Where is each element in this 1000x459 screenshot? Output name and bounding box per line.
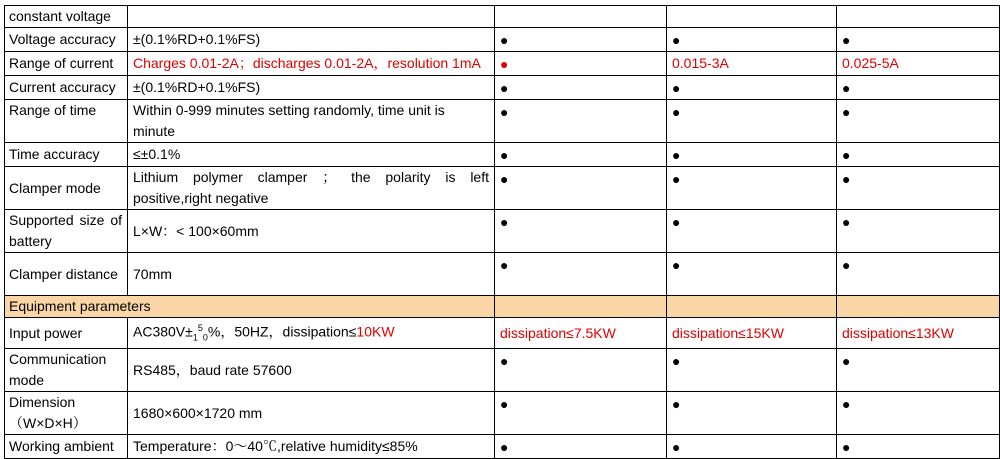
bullet-mark: ● [837, 349, 1000, 392]
table-row [5, 6, 1000, 28]
bullet-mark: ● [667, 28, 837, 52]
model-value: dissipation≤13KW [837, 318, 1000, 349]
table-row [5, 167, 1000, 210]
row-description: ±(0.1%RD+0.1%FS) [128, 76, 495, 100]
table-row [5, 28, 1000, 52]
bullet-mark: ● [495, 28, 667, 52]
row-description: Lithium polymer clamper ； the polarity is left positive,right negative [128, 167, 495, 210]
row-label: Clamper mode [5, 167, 128, 210]
table-row [5, 143, 1000, 167]
row-description: 1680×600×1720 mm [128, 392, 495, 435]
row-description: Charges 0.01-2A；discharges 0.01-2A，resolution 1mA [128, 52, 495, 76]
row-description: ≤±0.1% [128, 143, 495, 167]
bullet-mark: ● [667, 435, 837, 459]
model-value: dissipation≤15KW [667, 318, 837, 349]
table-row [5, 100, 1000, 143]
bullet-mark: ● [667, 210, 837, 253]
row-description: ±(0.1%RD+0.1%FS) [128, 28, 495, 52]
bullet-mark: ● [495, 52, 667, 76]
bullet-mark: ● [837, 435, 1000, 459]
bullet-mark: ● [837, 28, 1000, 52]
tolerance-lower: 0 [202, 332, 208, 343]
row-label: Time accuracy [5, 143, 128, 167]
bullet-mark: ● [667, 253, 837, 296]
bullet-mark: ● [837, 143, 1000, 167]
model-value: 0.015-3A [667, 52, 837, 76]
row-label: Dimension （W×D×H） [5, 392, 128, 435]
bullet-mark: ● [495, 435, 667, 459]
row-description: Within 0-999 minutes setting randomly, time unit is minute [128, 100, 495, 143]
bullet-mark: ● [495, 349, 667, 392]
bullet-mark: ● [667, 100, 837, 143]
bullet-mark: ● [837, 392, 1000, 435]
bullet-mark: ● [667, 167, 837, 210]
bullet-mark: ● [495, 210, 667, 253]
row-label: Range of time [5, 100, 128, 143]
bullet-mark: ● [837, 210, 1000, 253]
section-title: Equipment parameters [5, 296, 495, 318]
row-description: Temperature：0～40℃,relative humidity≤85% [128, 435, 495, 459]
table-row [5, 318, 1000, 349]
table-row [5, 76, 1000, 100]
table-row [5, 52, 1000, 76]
table-row [5, 392, 1000, 435]
bullet-mark: ● [495, 76, 667, 100]
row-description: RS485，baud rate 57600 [128, 349, 495, 392]
specification-table [4, 5, 1000, 459]
bullet-mark: ● [837, 253, 1000, 296]
row-label: Range of current [5, 52, 128, 76]
row-description [128, 318, 495, 349]
tolerance-lower-sub: 1 [192, 332, 198, 343]
row-label: Supported size of battery [5, 210, 128, 253]
row-description: 70mm [128, 253, 495, 296]
bullet-mark: ● [667, 76, 837, 100]
table-row [5, 210, 1000, 253]
row-label: Input power [5, 318, 128, 349]
bullet-mark: ● [837, 167, 1000, 210]
bullet-mark: ● [837, 76, 1000, 100]
row-label: constant voltage [5, 6, 128, 28]
row-label: Working ambient [5, 435, 128, 459]
power-spec-text: AC380V± [133, 323, 193, 340]
table-row [5, 435, 1000, 459]
section-header-row [5, 296, 1000, 318]
row-label: Communication mode [5, 349, 128, 392]
bullet-mark: ● [495, 167, 667, 210]
row-label: Voltage accuracy [5, 28, 128, 52]
row-label: Current accuracy [5, 76, 128, 100]
tolerance-upper: 5 [197, 323, 203, 333]
dissipation-value: 10KW [356, 323, 395, 340]
bullet-mark: ● [667, 349, 837, 392]
bullet-mark: ● [495, 143, 667, 167]
bullet-mark: ● [667, 143, 837, 167]
model-value: 0.025-5A [837, 52, 1000, 76]
bullet-mark: ● [495, 392, 667, 435]
row-label: Clamper distance [5, 253, 128, 296]
bullet-mark: ● [495, 100, 667, 143]
power-spec-text-2: %，50HZ，dissipation≤ [207, 323, 357, 340]
bullet-mark: ● [837, 100, 1000, 143]
model-value: dissipation≤7.5KW [495, 318, 667, 349]
table-row [5, 253, 1000, 296]
row-description: L×W：< 100×60mm [128, 210, 495, 253]
table-row [5, 349, 1000, 392]
bullet-mark: ● [495, 253, 667, 296]
bullet-mark: ● [667, 392, 837, 435]
